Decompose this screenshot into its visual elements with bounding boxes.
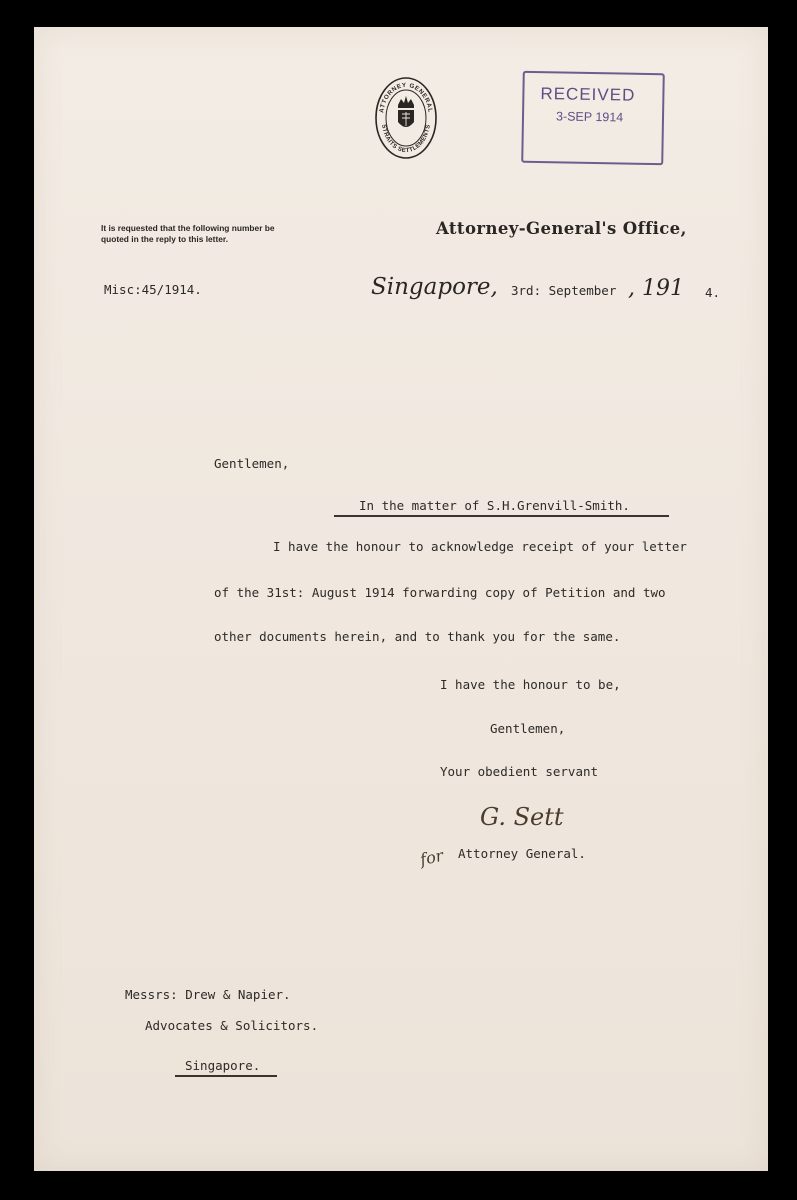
addressee-underline	[175, 1075, 277, 1077]
addressee-line-1: Messrs: Drew & Napier.	[125, 987, 291, 1002]
subject-underline	[334, 515, 669, 517]
closing-line-3: Your obedient servant	[440, 764, 599, 779]
office-heading: Attorney-General's Office,	[436, 219, 687, 238]
closing-line-2: Gentlemen,	[490, 721, 566, 736]
handwritten-signature: G. Sett	[480, 803, 564, 831]
subject-line: In the matter of S.H.Grenvill-Smith.	[359, 498, 630, 513]
stamp-date: 3-SEP 1914	[555, 109, 624, 125]
year-prefix: , 191	[628, 276, 684, 301]
body-line-3: other documents herein, and to thank you for the same.	[214, 629, 621, 644]
body-line-1: I have the honour to acknowledge receipt of your letter	[273, 539, 687, 554]
crest-seal-icon	[373, 72, 439, 162]
for-annotation: for	[418, 845, 445, 870]
year-suffix: 4.	[705, 285, 721, 300]
seal-top-text: ATTORNEY GENERAL	[378, 81, 434, 114]
reference-number: Misc:45/1914.	[104, 282, 202, 297]
stamp-label: RECEIVED	[540, 84, 636, 105]
reference-note: It is requested that the following number be quoted in the reply to this letter.	[101, 223, 275, 244]
letter-date: 3rd: September	[511, 283, 617, 298]
salutation: Gentlemen,	[214, 456, 290, 471]
addressee-line-3: Singapore.	[185, 1058, 261, 1073]
seal-bottom-text: STRAITS SETTLEMENTS	[380, 124, 432, 155]
body-line-2: of the 31st: August 1914 forwarding copy of Petition and two	[214, 585, 666, 600]
addressee-line-2: Advocates & Solicitors.	[145, 1018, 319, 1033]
received-stamp	[521, 71, 665, 165]
closing-line-1: I have the honour to be,	[440, 677, 621, 692]
signatory-title: Attorney General.	[458, 846, 586, 861]
place-name: Singapore,	[371, 274, 498, 300]
